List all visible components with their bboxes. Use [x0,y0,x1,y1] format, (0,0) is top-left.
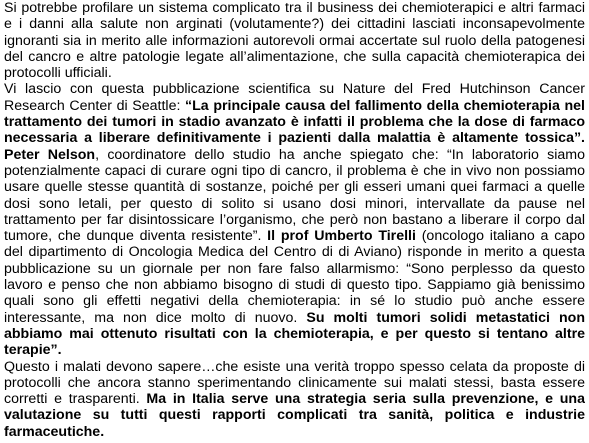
article-page [4,0,585,443]
tirelli-name: Il prof Umberto Tirelli [267,228,416,245]
paragraph-nature-study [4,81,585,358]
conclusion-bold: Ma in Italia serve una strategia seria sulla prevenzione, e una valutazione su tutti questi rapporti complicati tra sanità, politica e industrie farmaceutiche. [4,391,585,440]
tirelli-statement: (oncologo italiano a capo del dipartimento di Oncologia Medica del Centro di di Aviano) risponde in merito a questa pubblicazione su un giornale per non fare falso allarmismo: “Sono perplesso da questo lavoro e penso che non abbiamo bisogno di studi di questo tipo. Sappiamo già benissimo quali sono gli effetti negativi della chemioterapia: in sé lo studio può anche essere interessante, ma non dice molto di nuovo. [4,228,585,326]
conclusion-intro: Questo i malati devono sapere…che esiste una verità troppo spesso celata da proposte di protocolli che ancora stanno sperimentando clinicamente sui malati stessi, basta essere corretti e trasparenti. [4,358,585,408]
article-body [4,0,585,440]
nature-intro: Vi lascio con questa pubblicazione scientifica su Nature del Fred Hutchinson Cancer Research Center di Seattle: [4,81,585,114]
nelson-statement: , coordinatore dello studio ha anche spiegato che: “In laboratorio siamo potenzialmente capaci di curare ogni tipo di cancro, il problema è che in vivo non possiamo usare quelle stesse quantità di sostanze, poiché per gli esseri umani quei farmaci a quelle dosi sono letali, per questo di solito si usano dosi minori, intervallate da pause nel trattamento per far disintossicare l’organismo, che però non bastano a liberare il corpo dal tumore, che dunque diventa resistente”. [4,146,585,245]
nature-quote: “La principale causa del fallimento della chemioterapia nel trattamento dei tumori in stadio avanzato è infatti il problema che la dose di farmaco necessaria a liberare definitivamente i pazienti dalla malattia è altamente tossica”. Peter Nelson [4,97,585,163]
paragraph-business: Si potrebbe profilare un sistema complicato tra il business dei chemioterapici e altri farmaci e i danni alla salute non arginati (volutamente?) dei cittadini lasciati inconsapevolmente ignoranti sia in merito alle informazioni autorevoli ormai accertate sul ruolo della patogenesi del cancro e altre patologie legate all’alimentazione, che sulla capacità chemioterapica dei protocolli ufficiali. [4,0,585,82]
tirelli-conclusion: Su molti tumori solidi metastatici non abbiamo mai ottenuto risultati con la chemioterapia, e per questo si tentano altre terapie”. [4,309,585,359]
paragraph-conclusion [4,359,585,440]
